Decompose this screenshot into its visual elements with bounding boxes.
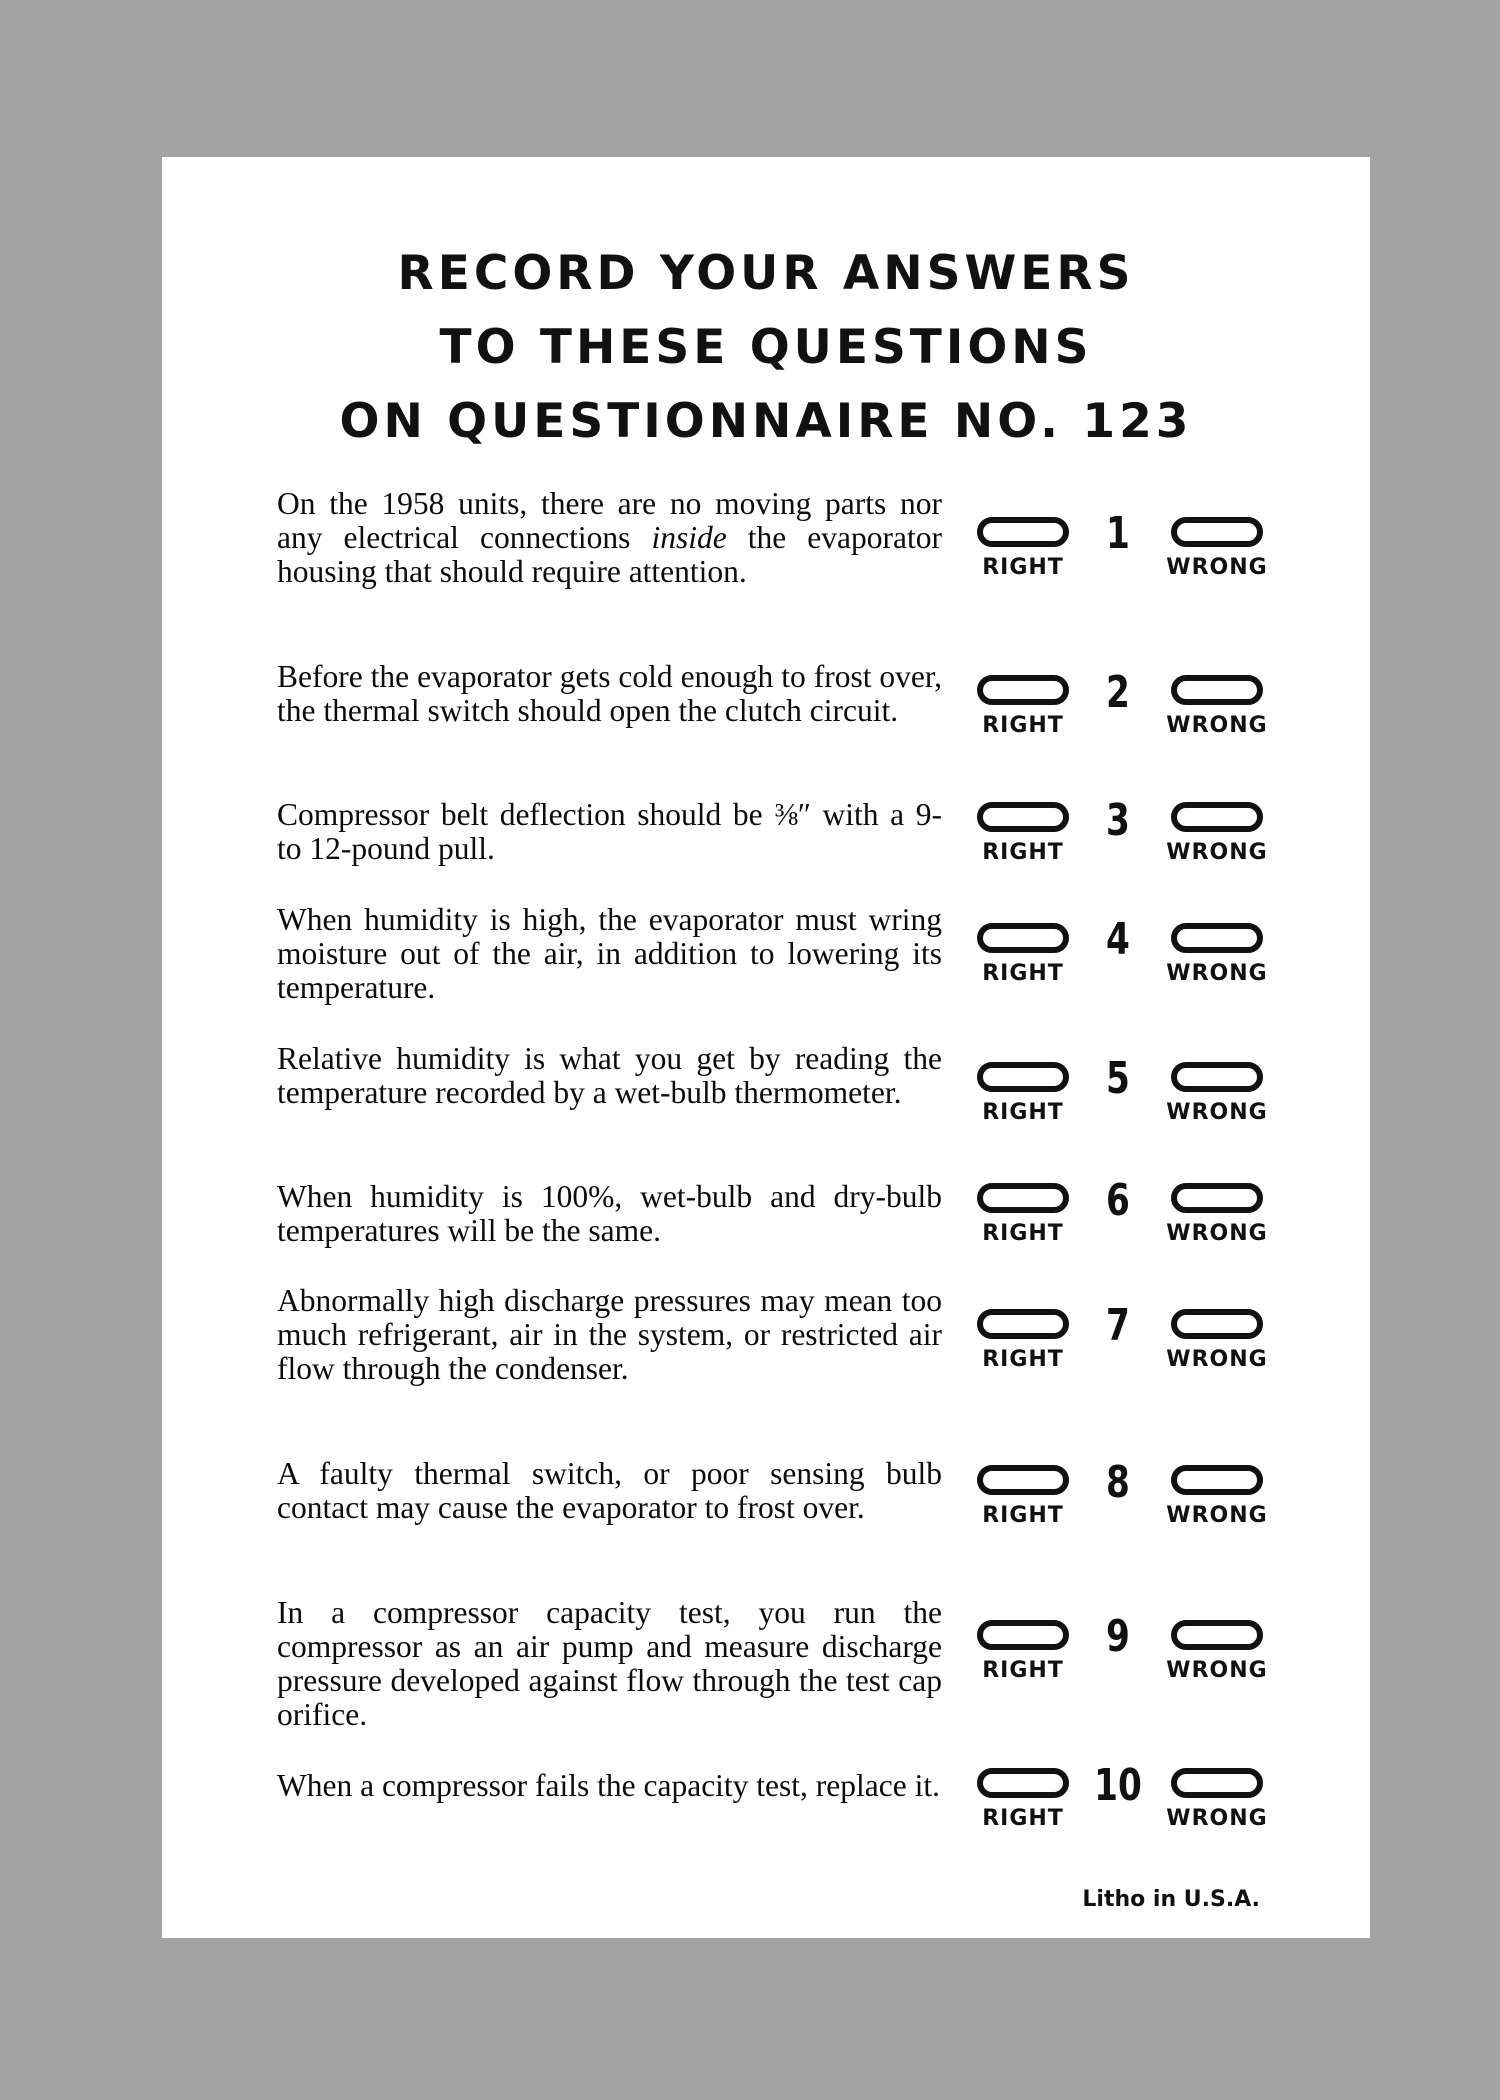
title-line-1: RECORD YOUR ANSWERS (397, 246, 1135, 301)
answer-wrong[interactable] (1162, 1465, 1272, 1528)
question-text: A faulty thermal switch, or poor sensing bulb contact may cause the evaporator to frost over. (277, 1456, 942, 1525)
wrong-bubble[interactable] (1171, 1465, 1263, 1495)
right-bubble[interactable] (977, 1062, 1069, 1092)
question-number: 6 (1106, 1175, 1130, 1226)
wrong-label: WRONG (1166, 555, 1268, 580)
question-number: 4 (1106, 914, 1130, 965)
wrong-label: WRONG (1166, 1503, 1268, 1528)
answer-right[interactable] (968, 1620, 1078, 1683)
right-label: RIGHT (982, 1503, 1064, 1528)
question-number: 2 (1106, 667, 1130, 718)
right-label: RIGHT (982, 961, 1064, 986)
question-text (277, 487, 942, 589)
right-label: RIGHT (982, 1658, 1064, 1683)
title-line-2: TO THESE QUESTIONS (439, 320, 1093, 375)
answer-wrong[interactable] (1162, 517, 1272, 580)
right-label: RIGHT (982, 1100, 1064, 1125)
answer-right[interactable] (968, 1465, 1078, 1528)
answer-right[interactable] (968, 802, 1078, 865)
question-number: 8 (1106, 1457, 1130, 1508)
right-bubble[interactable] (977, 675, 1069, 705)
right-label: RIGHT (982, 1347, 1064, 1372)
question-number: 9 (1106, 1611, 1130, 1662)
question-number: 1 (1106, 508, 1130, 559)
question-text: In a compressor capacity test, you run the compressor as an air pump and measure discharge pressure developed against flow through the test cap orifice. (277, 1595, 942, 1732)
wrong-label: WRONG (1166, 961, 1268, 986)
answer-wrong[interactable] (1162, 1062, 1272, 1125)
answer-right[interactable] (968, 1062, 1078, 1125)
right-bubble[interactable] (977, 1768, 1069, 1798)
question-text-part: On the 1958 units, there are no moving parts nor any electrical connections (277, 486, 942, 555)
question-number: 3 (1106, 795, 1130, 846)
answer-wrong[interactable] (1162, 1309, 1272, 1372)
answer-wrong[interactable] (1162, 1183, 1272, 1246)
right-bubble[interactable] (977, 802, 1069, 832)
question-text: Relative humidity is what you get by reading the temperature recorded by a wet-bulb thermometer. (277, 1041, 942, 1110)
question-text-part: the evaporator housing that should require attention. (277, 520, 942, 589)
answer-right[interactable] (968, 1768, 1078, 1831)
wrong-label: WRONG (1166, 1806, 1268, 1831)
question-text: Compressor belt deflection should be ⅜″ with a 9- to 12-pound pull. (277, 797, 942, 866)
right-bubble[interactable] (977, 517, 1069, 547)
wrong-bubble[interactable] (1171, 1183, 1263, 1213)
wrong-bubble[interactable] (1171, 802, 1263, 832)
right-label: RIGHT (982, 555, 1064, 580)
question-text: When humidity is high, the evaporator must wring moisture out of the air, in addition to lowering its temperature. (277, 902, 942, 1005)
answer-wrong[interactable] (1162, 675, 1272, 738)
right-bubble[interactable] (977, 1183, 1069, 1213)
wrong-label: WRONG (1166, 713, 1268, 738)
answer-right[interactable] (968, 1309, 1078, 1372)
wrong-label: WRONG (1166, 1347, 1268, 1372)
question-number: 5 (1106, 1053, 1130, 1104)
answer-right[interactable] (968, 923, 1078, 986)
question-number: 7 (1106, 1300, 1130, 1351)
answer-wrong[interactable] (1162, 923, 1272, 986)
wrong-bubble[interactable] (1171, 1309, 1263, 1339)
wrong-label: WRONG (1166, 1221, 1268, 1246)
wrong-bubble[interactable] (1171, 1620, 1263, 1650)
wrong-bubble[interactable] (1171, 517, 1263, 547)
wrong-label: WRONG (1166, 840, 1268, 865)
question-text: Before the evaporator gets cold enough to frost over, the thermal switch should open the clutch circuit. (277, 659, 942, 728)
right-bubble[interactable] (977, 923, 1069, 953)
right-label: RIGHT (982, 1221, 1064, 1246)
question-number: 10 (1094, 1760, 1142, 1811)
questionnaire-card (162, 157, 1370, 1938)
right-bubble[interactable] (977, 1620, 1069, 1650)
wrong-bubble[interactable] (1171, 1768, 1263, 1798)
wrong-bubble[interactable] (1171, 1062, 1263, 1092)
right-bubble[interactable] (977, 1465, 1069, 1495)
page-title (162, 237, 1370, 459)
right-label: RIGHT (982, 1806, 1064, 1831)
answer-wrong[interactable] (1162, 1620, 1272, 1683)
question-text: When humidity is 100%, wet-bulb and dry-bulb temperatures will be the same. (277, 1179, 942, 1248)
right-label: RIGHT (982, 713, 1064, 738)
question-text: When a compressor fails the capacity test, replace it. (277, 1768, 940, 1803)
answer-wrong[interactable] (1162, 802, 1272, 865)
answer-right[interactable] (968, 517, 1078, 580)
answer-wrong[interactable] (1162, 1768, 1272, 1831)
question-text: Abnormally high discharge pressures may mean too much refrigerant, air in the system, or restricted air flow through the condenser. (277, 1283, 942, 1386)
title-line-3: ON QUESTIONNAIRE NO. 123 (339, 394, 1193, 449)
right-bubble[interactable] (977, 1309, 1069, 1339)
wrong-bubble[interactable] (1171, 923, 1263, 953)
question-text-emphasis: inside (651, 520, 727, 555)
answer-right[interactable] (968, 675, 1078, 738)
answer-right[interactable] (968, 1183, 1078, 1246)
right-label: RIGHT (982, 840, 1064, 865)
wrong-bubble[interactable] (1171, 675, 1263, 705)
wrong-label: WRONG (1166, 1658, 1268, 1683)
wrong-label: WRONG (1166, 1100, 1268, 1125)
printer-imprint: Litho in U.S.A. (1082, 1887, 1260, 1912)
